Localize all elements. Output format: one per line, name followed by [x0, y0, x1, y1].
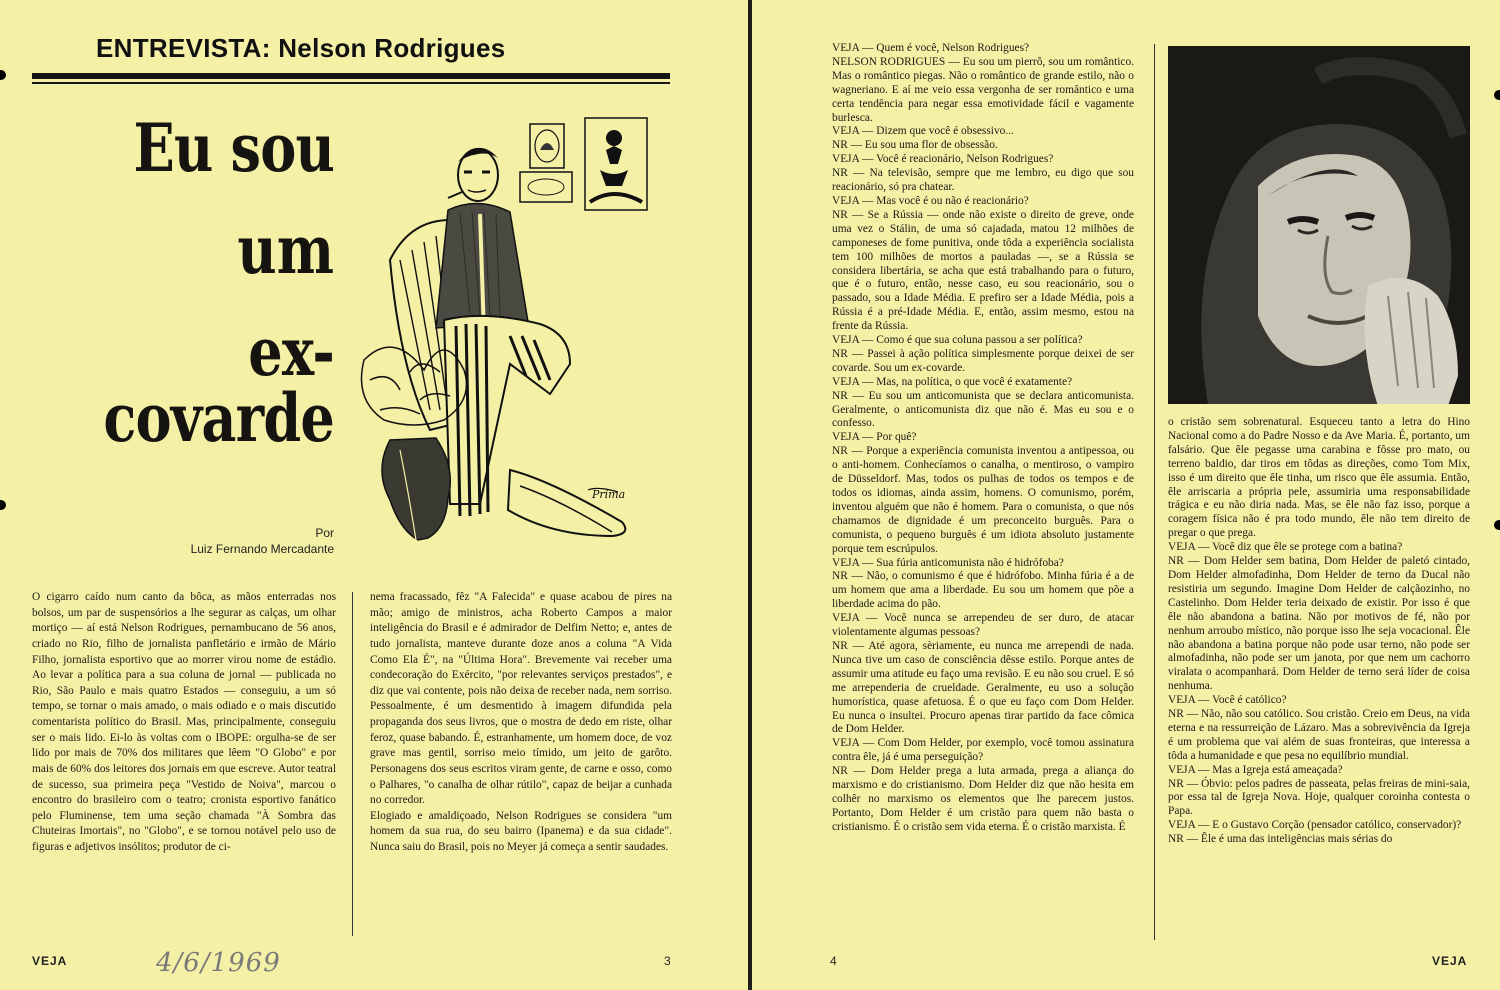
column-divider: [1154, 44, 1155, 940]
interview-answer: NR — Não, o comunismo é que é hidrófobo. Minha fúria é a de um homem que ama a liberdade. Eu sou um homem que põe a liberdade acima do pão.: [832, 570, 1134, 611]
interview-answer: NR — Dom Helder sem batina, Dom Helder de paletó cintado, Dom Helder almofadinha, Dom Helder de terno da Ducal não resistiria um segundo. Imagine Dom Helder de calçãozinho, no Castelinho. Dom Helder teria deixado de existir. Por isso é que êle não abandona a batina. Não por motivos de fé, não por nenhum arroubo místico, não porque isso lhe seja vocacional. Êle não abandona a batina porque não pode usar terno, não pode ser almofadinha, não pode ser um janota, por que nem um cachorro viralata o acompanhará. Dom Helder de terno será líder de coisa nenhuma.: [1168, 555, 1470, 693]
illustrator-signature: Prima: [592, 488, 626, 501]
byline-prefix: Por: [315, 526, 334, 540]
page-number: 4: [830, 954, 837, 968]
interview-question: VEJA — Mas a Igreja está ameaçada?: [1168, 763, 1343, 776]
interview-question: VEJA — Quem é você, Nelson Rodrigues?: [832, 42, 1030, 54]
page-number: 3: [664, 954, 671, 968]
interview-question: VEJA — Sua fúria anticomunista não é hidrófoba?: [832, 556, 1064, 569]
interview-answer: NR — Óbvio: pelos padres de passeata, pelas freiras de mini-saia, por essa tal de Igreja Nova. Hoje, qualquer coroinha contesta o Papa.: [1168, 777, 1470, 818]
interview-question: VEJA — Você é reacionário, Nelson Rodrigues?: [832, 153, 1054, 166]
intro-paragraph-2: nema fracassado, fêz "A Falecida" e quase acabou de pires na mão; amigo de ministros, acha Roberto Campos a maior inteligência do Brasil e é admirador de Delfim Netto; e, antes de tudo jornalista, manteve durante doze anos a coluna "A Vida Como Ela É", na "Última Hora". Brevemente vai receber uma condecoração do Exército, "por relevantes serviços prestados", e diz que vai contente, pois não deixa de receber nada, nem sorriso. Pessoalmente, é um desmentido à imagem difundida pela propaganda dos seus livros, que o mostra de dedo em riste, olhar feroz, quase babando. É, estranhamente, um homem doce, de voz grave mas gentil, sorriso meio tímido, um jeito de garôto. Personagens dos seus escritos viram gente, de carne e osso, como o Palhares, "o canalha de olhar rútilo", capaz de beijar a cunhada no corredor.: [370, 591, 672, 807]
intro-column-1: [32, 590, 336, 856]
interview-column-1: [832, 42, 1134, 835]
right-page: [752, 0, 1500, 990]
interview-answer: NR — Se a Rússia — onde não existe o direito de greve, onde uma vez o Stálin, de uma só cajadada, matou 12 milhões de camponeses de fome punitiva, onde tôda a experiência socialista tem 100 milhões de mortos a pauladas —, se a Rússia se considera libertária, se acha que está trabalhando para o futuro, que é o futuro, então, nesse caso, eu sou reacionário, sou o passado, sou a Idade Média. E prefiro ser a Idade Média, pois a Rússia é a pré-Idade Média. E, então, assim mesmo, estou na frente da Rússia.: [832, 208, 1134, 333]
interview-answer: NR — Porque a experiência comunista inventou a antipessoa, ou o anti-homem. Conhecíamos o canalha, o mentiroso, o vampiro de Düsseldorf. Mas, todos os pulhas de todos os tempos e de todos os idiomas, ainda assim, homens. O comunismo, porém, inventou alguém que não é homem. Para o comunista, o que nós chamamos de dignidade é um preconceito burguês. Para o comunista, o pequeno burguês é um idiota absoluto justamente porque tem escrúpulos.: [832, 445, 1134, 555]
wall-frame-landscape: [520, 172, 572, 202]
interview-answer: NR — Eu sou um anticomunista que se declara anticomunista. Geralmente, o anticomunista diz que não é. Mas eu sou e o confesso.: [832, 389, 1134, 430]
binding-hole: [0, 500, 6, 510]
headline-line-1: Eu sou: [133, 109, 334, 187]
interview-answer: NR — Até agora, sèriamente, eu nunca me arrependi de nada. Nunca tive um caso de consciência dêsse estilo. Porque antes de assumir uma atitude eu faço uma revisão. E eu não sou cruel. E só me arrependeria de crueldade. Geralmente, eu uso a solução humorística, quase afetuosa. É o que eu faço com Dom Helder. Eu nunca o insultei. Procuro apenas tirar partido da face cômica de Dom Helder.: [832, 639, 1134, 736]
interview-answer: NR — Êle é uma das inteligências mais sérias do: [1168, 833, 1393, 846]
column-divider: [352, 592, 353, 936]
wall-frame-oval: [530, 124, 564, 168]
portrait-photo: [1168, 46, 1470, 404]
interview-question: VEJA — Você nunca se arrependeu de ser duro, de atacar violentamente algumas pessoas?: [832, 612, 1134, 639]
headline-line-3: ex-covarde: [103, 313, 334, 457]
binding-hole: [1494, 520, 1500, 530]
interview-column-2: [1168, 416, 1470, 847]
headline-line-2: um: [237, 211, 334, 289]
caricature-illustration: [360, 110, 670, 560]
interview-question: VEJA — Por quê?: [832, 431, 917, 444]
byline-author: Luiz Fernando Mercadante: [190, 542, 334, 557]
interview-question: VEJA — Você diz que êle se protege com a batina?: [1168, 541, 1403, 554]
interview-question: VEJA — Mas, na política, o que você é exatamente?: [832, 375, 1073, 388]
portrait-image: [1168, 46, 1470, 404]
binding-hole: [0, 70, 6, 80]
interview-question: VEJA — E o Gustavo Corção (pensador católico, conservador)?: [1168, 819, 1462, 832]
magazine-logo: VEJA: [1432, 954, 1468, 968]
headline: [0, 109, 334, 457]
interview-question: VEJA — Como é que sua coluna passou a ser política?: [832, 334, 1083, 347]
section-heading: ENTREVISTA: Nelson Rodrigues: [96, 33, 506, 63]
interview-question: VEJA — Você é católico?: [1168, 694, 1287, 707]
heading-rule: [32, 73, 670, 79]
heading-rule-thin: [32, 82, 670, 84]
wall-frame-dancer: [585, 118, 647, 210]
interview-question: VEJA — Com Dom Helder, por exemplo, você tomou assinatura contra êle, já é uma perseguição?: [832, 737, 1134, 764]
byline: [191, 525, 334, 557]
interview-answer: o cristão sem sobrenatural. Esqueceu tanto a letra do Hino Nacional como a do Padre Nosso e da Ave Maria. É, portanto, um falsário. Que êle pegasse uma carabina e fôsse pro mato, ou terreno baldio, dar tiros em tôdas as direções, como Tom Mix, isso é um direito que êle tinha, um risco que êle assumia. Então, êle arriscaria a própria pele, assumiria uma responsabilidade trágica e eu não diria nada. Mas, se êle não faz isso, porque a coragem física não é pra todo mundo, êle não tem direito de pregar o que prega.: [1168, 416, 1470, 540]
binding-hole: [1494, 90, 1500, 100]
interview-answer: NR — Não, não sou católico. Sou cristão. Creio em Deus, na vida eterna e na ressurreição de Lázaro. Mas a sobrevivência da Igreja é um problema que vai além de suas fronteiras, que interessa a tôda a humanidade e que pesa no equilíbrio mundial.: [1168, 708, 1470, 762]
intro-paragraph-1: O cigarro caído num canto da bôca, as mãos enterradas nos bolsos, um par de suspensórios a lhe segurar as calças, um olhar mortiço — aí está Nelson Rodrigues, pernambucano de 56 anos, criado no Rio, filho de jornalista panfletário e irmão de Mário Filho, jornalista esportivo que ao morrer virou nome de estádio. Ao levar a política para a sua coluna de jornal — publicada no Rio, São Paulo e mais quatro Estados — conseguiu, a um só tempo, se tornar o mais amado, o mais odiado e o mais discutido comentarista político do Brasil. Mas, principalmente, conseguiu ser o mais lido. Ei-lo às voltas com o IBOPE: orgulha-se de ser lido por mais de 70% dos militares que lêem "O Globo" e por mais de 60% dos leitores dos jornais em que escreve. Autor teatral de sucesso, sua primeira peça "Vestido de Noiva", marcou o encontro do brasileiro com o teatro; cronista esportivo fanático pelo Fluminense, tem uma seção chamada "À Sombra das Chuteiras Imortais", no "Globo", e se tornou notável pelo uso de figuras e adjetivos insólitos; produtor de ci-: [32, 591, 336, 853]
interview-answer: NR — Dom Helder prega a luta armada, prega a aliança do marxismo e do cristianismo. Dom Helder diz que não hesita em colhêr no marxismo os elementos que lhe parecem justos. Portanto, Dom Helder é um cristão para quem não basta o cristianismo. É o cristão sem vida eterna. É o cristão marxista. É: [832, 765, 1134, 833]
interview-answer: NR — Na televisão, sempre que me lembro, eu digo que sou reacionário, só pra chatear.: [832, 167, 1134, 194]
intro-paragraph-3: Elogiado e amaldiçoado, Nelson Rodrigues se considera "um homem da sua rua, do seu bairro (Ipanema) e da sua cidade". Nunca saiu do Brasil, pois no Meyer já começa a sentir saudades.: [370, 809, 672, 853]
left-page: [0, 0, 748, 990]
interview-answer: NR — Eu sou uma flor de obsessão.: [832, 139, 998, 152]
interview-question: VEJA — Dizem que você é obsessivo...: [832, 125, 1014, 138]
interview-answer: NELSON RODRIGUES — Eu sou um pierrô, sou um romântico. Mas o romântico piegas. Não o romântico de grande estilo, não o wagneriano. E aí me veio essa vergonha de ser romântico e uma certa tendência para negar essa emotividade fácil e vagamente burlesca.: [832, 55, 1134, 124]
interview-answer: NR — Passei à ação política simplesmente porque deixei de ser covarde. Sou um ex-covarde.: [832, 347, 1134, 374]
handwritten-date: 4/6/1969: [156, 948, 281, 978]
intro-column-2: [370, 590, 672, 856]
interview-question: VEJA — Mas você é ou não é reacionário?: [832, 194, 1029, 207]
magazine-logo: VEJA: [32, 954, 68, 968]
